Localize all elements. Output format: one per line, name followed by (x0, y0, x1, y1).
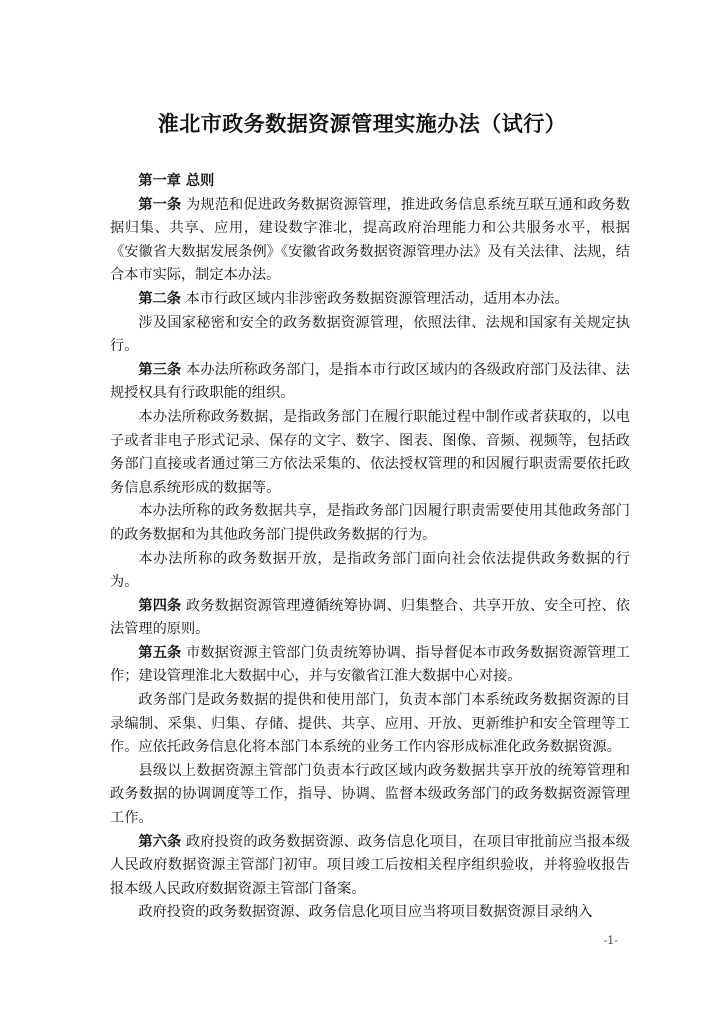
paragraph-13 (110, 901, 630, 925)
article-label: 第五条 (138, 644, 182, 661)
paragraph-6 (110, 500, 630, 547)
paragraph-text: 本办法所称的政务数据共享，是指政务部门因履行职责需要使用其他政务部门的政务数据和为其他政务部门提供政务数据的行为。 (110, 503, 630, 543)
paragraph-text: 本市行政区域内非涉密政务数据资源管理活动，适用本办法。 (185, 290, 569, 307)
paragraph-8 (110, 595, 630, 642)
paragraph-text: 本办法所称的政务数据开放，是指政务部门面向社会依法提供政务数据的行为。 (110, 550, 630, 591)
paragraph-11 (110, 760, 630, 831)
document-body (110, 170, 630, 925)
paragraph-text: 政府投资的政务数据资源、政务信息化项目应当将项目数据资源目录纳入 (138, 904, 593, 921)
paragraph-1 (110, 194, 630, 288)
chapter-heading: 第一章 总则 (138, 173, 215, 189)
paragraph-3 (110, 312, 630, 359)
article-label: 第三条 (138, 361, 182, 378)
paragraph-4 (110, 359, 630, 406)
paragraph-text: 县级以上数据资源主管部门负责本行政区域内政务数据共享开放的统筹管理和政务数据的协调调度等工作，指导、协调、监督本级政务部门的政务数据资源管理工作。 (110, 762, 630, 827)
article-label: 第一条 (138, 196, 182, 213)
paragraph-text: 本办法所称政务部门，是指本市行政区域内的各级政府部门及法律、法规授权具有行政职能的组织。 (110, 361, 630, 402)
paragraph-text: 本办法所称政务数据，是指政务部门在履行职能过程中制作或者获取的，以电子或者非电子形式记录、保存的文字、数字、图表、图像、音频、视频等，包括政务部门直接或者通过第三方依法采集的、依法授权管理的和因履行职责需要依托政务信息系统形成的数据等。 (110, 408, 630, 496)
paragraph-12 (110, 831, 630, 902)
paragraph-10 (110, 689, 630, 760)
paragraph-text: 政府投资的政务数据资源、政务信息化项目，在项目审批前应当报本级人民政府数据资源主管部门初审。项目竣工后按相关程序组织验收，并将验收报告报本级人民政府数据资源主管部门备案。 (110, 833, 630, 897)
article-label: 第二条 (138, 290, 181, 307)
paragraph-text: 为规范和促进政务数据资源管理，推进政务信息系统互联互通和政务数据归集、共享、应用，建设数字淮北，提高政府治理能力和公共服务水平，根据《安徽省大数据发展条例》《安徽省政务数据资源管理办法》及有关法律、法规，结合本市实际，制定本办法。 (110, 196, 630, 284)
paragraph-text: 市数据资源主管部门负责统筹协调、指导督促本市政务数据资源管理工作；建设管理淮北大数据中心，并与安徽省江淮大数据中心对接。 (110, 644, 630, 685)
article-label: 第六条 (138, 833, 182, 850)
paragraph-5 (110, 406, 630, 500)
paragraph-7 (110, 548, 630, 595)
paragraph-text: 政务部门是政务数据的提供和使用部门，负责本部门本系统政务数据资源的目录编制、采集、归集、存储、提供、共享、应用、开放、更新维护和安全管理等工作。应依托政务信息化将本部门本系统的业务工作内容形成标准化政务数据资源。 (110, 692, 630, 756)
paragraph-2 (110, 288, 630, 312)
paragraph-text: 涉及国家秘密和安全的政务数据资源管理，依照法律、法规和国家有关规定执行。 (110, 314, 630, 355)
page-number: -1- (603, 934, 618, 947)
document-title: 淮北市政务数据资源管理实施办法（试行） (157, 112, 567, 136)
paragraph-9 (110, 642, 630, 689)
paragraph-text: 政务数据资源管理遵循统筹协调、归集整合、共享开放、安全可控、依法管理的原则。 (110, 597, 630, 638)
article-label: 第四条 (138, 597, 182, 614)
